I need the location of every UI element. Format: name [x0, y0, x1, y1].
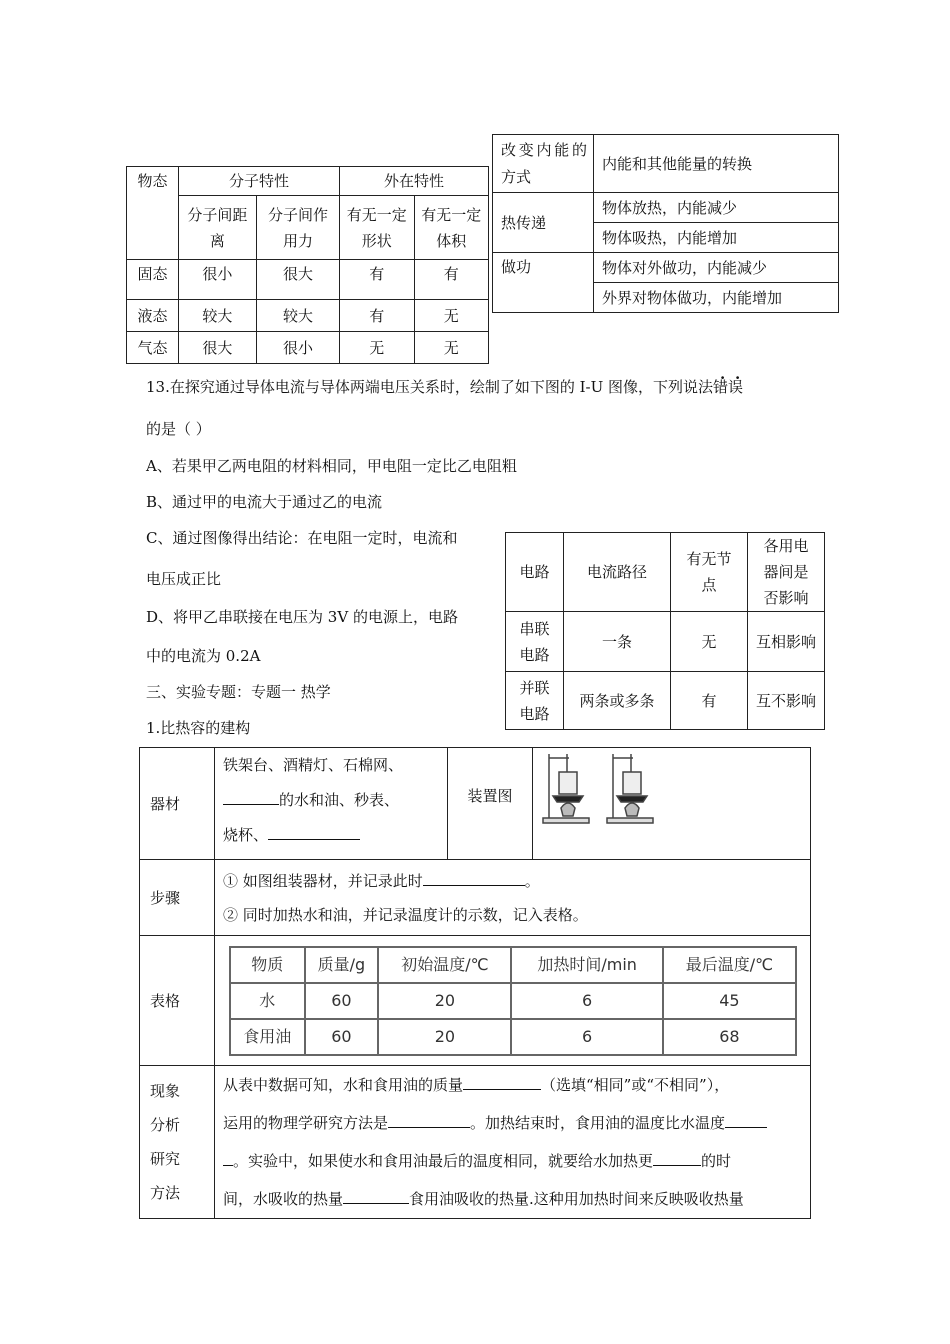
question-13-line2: 的是（ ） — [146, 420, 211, 438]
cell: 较大 — [256, 300, 339, 332]
energy-cell: 物体对外做功，内能减少 — [594, 253, 839, 283]
cell: 并联电路 — [506, 672, 564, 730]
cell: 68 — [663, 1019, 796, 1055]
analysis-text: 间，水吸收的热量 — [223, 1190, 344, 1208]
step-2: ② 同时加热水和油，并记录温度计的示数，记入表格。 — [223, 905, 588, 924]
cell: 6 — [511, 983, 662, 1019]
analysis-text: 运用的物理学研究方法是 — [223, 1114, 389, 1132]
table-row — [127, 300, 489, 332]
setup-label: 装置图 — [448, 748, 533, 860]
states-table — [126, 166, 489, 364]
cell: 有 — [671, 672, 748, 730]
cell: 45 — [663, 983, 796, 1019]
cell: 固态 — [127, 260, 179, 300]
table-row — [230, 983, 796, 1019]
analysis-line — [223, 1142, 810, 1180]
blank[interactable] — [653, 1151, 701, 1166]
sub-heading: 1.比热容的建构 — [146, 719, 251, 737]
analysis-cell — [215, 1066, 811, 1219]
circuit-h4: 各用电器间是否影响 — [748, 533, 825, 612]
question-13-line1 — [146, 376, 743, 397]
blank[interactable] — [725, 1113, 767, 1128]
cell: 20 — [378, 983, 511, 1019]
label-line: 现象 — [150, 1082, 181, 1100]
steps-cell — [215, 860, 811, 936]
equip-cell — [215, 748, 448, 860]
col-state: 物态 — [127, 167, 179, 260]
equip-label: 器材 — [140, 748, 215, 860]
equip-line1: 铁架台、酒精灯、石棉网、 — [223, 756, 404, 774]
cell: 液态 — [127, 300, 179, 332]
table-row — [127, 260, 489, 300]
blank[interactable] — [223, 1151, 233, 1166]
sub-header: 分子间作用力 — [256, 196, 339, 260]
analysis-line — [223, 1066, 810, 1104]
question-text: 13.在探究通过导体电流与导体两端电压关系时，绘制了如下图的 I-U 图像，下列说法 — [146, 378, 714, 396]
energy-cell: 物体放热，内能减少 — [594, 193, 839, 223]
column-header: 物质 — [230, 947, 305, 983]
work-label: 做功 — [493, 253, 594, 313]
cell: 串联电路 — [506, 612, 564, 672]
table-row — [230, 1019, 796, 1055]
analysis-text: 的时 — [701, 1152, 732, 1170]
column-header: 质量/g — [305, 947, 379, 983]
cell: 无 — [340, 332, 414, 364]
label-line: 方法 — [150, 1184, 181, 1202]
group-ext: 外在特性 — [340, 167, 489, 196]
table-row — [506, 612, 825, 672]
cell: 互相影响 — [748, 612, 825, 672]
energy-h1: 改变内能的方式 — [493, 135, 594, 193]
analysis-text: 。实验中，如果使水和食用油最后的温度相同，就要给水加热更 — [233, 1152, 654, 1170]
cell: 有 — [340, 300, 414, 332]
circuit-h2: 电流路径 — [564, 533, 671, 612]
equip-line3 — [223, 818, 447, 853]
section-heading: 三、实验专题：专题一 热学 — [146, 683, 331, 701]
blank[interactable] — [388, 1113, 470, 1128]
energy-table — [492, 134, 839, 313]
sub-header: 分子间距离 — [178, 196, 256, 260]
cell: 无 — [414, 300, 488, 332]
column-header: 初始温度/℃ — [378, 947, 511, 983]
emphasis-char: 误 — [728, 378, 744, 396]
cell: 较大 — [178, 300, 256, 332]
analysis-label — [140, 1066, 215, 1219]
setup-image-cell — [533, 748, 811, 860]
blank[interactable] — [423, 871, 525, 886]
cell: 很小 — [256, 332, 339, 364]
blank[interactable] — [223, 790, 279, 805]
label-line: 分析 — [150, 1116, 181, 1134]
blank[interactable] — [343, 1189, 409, 1204]
cell: 食用油 — [230, 1019, 305, 1055]
data-table-cell — [215, 936, 811, 1066]
energy-cell: 外界对物体做功，内能增加 — [594, 283, 839, 313]
emphasis-char: 错 — [713, 378, 729, 396]
cell: 6 — [511, 1019, 662, 1055]
analysis-text: 从表中数据可知，水和食用油的质量 — [223, 1076, 464, 1094]
sub-header: 有无一定体积 — [414, 196, 488, 260]
cell: 有 — [414, 260, 488, 300]
experiment-table — [139, 747, 811, 1219]
circuit-table — [505, 532, 825, 730]
option-c-line1: C、通过图像得出结论：在电阻一定时，电流和 — [146, 529, 458, 547]
cell: 无 — [414, 332, 488, 364]
energy-cell: 物体吸热，内能增加 — [594, 223, 839, 253]
blank[interactable] — [463, 1075, 541, 1090]
cell: 水 — [230, 983, 305, 1019]
steps-label: 步骤 — [140, 860, 215, 936]
cell: 很大 — [256, 260, 339, 300]
table-row — [506, 672, 825, 730]
table-row — [127, 332, 489, 364]
blank[interactable] — [268, 825, 360, 840]
column-header: 加热时间/min — [511, 947, 662, 983]
cell: 一条 — [564, 612, 671, 672]
cell: 20 — [378, 1019, 511, 1055]
cell: 很大 — [178, 332, 256, 364]
option-d-line1: D、将甲乙串联接在电压为 3V 的电源上，电路 — [146, 608, 458, 626]
group-mol: 分子特性 — [178, 167, 339, 196]
label-line: 研究 — [150, 1150, 181, 1168]
analysis-line — [223, 1104, 810, 1142]
cell: 气态 — [127, 332, 179, 364]
equip-text: 的水和油、秒表、 — [279, 791, 400, 809]
option-a: A、若果甲乙两电阻的材料相同，甲电阻一定比乙电阻粗 — [146, 457, 517, 475]
equip-line2 — [223, 783, 447, 818]
table-label: 表格 — [140, 936, 215, 1066]
data-table — [229, 946, 797, 1056]
cell: 60 — [305, 983, 379, 1019]
table-row — [230, 947, 796, 983]
option-c-line2: 电压成正比 — [146, 570, 222, 588]
energy-h2: 内能和其他能量的转换 — [594, 135, 839, 193]
heat-transfer-label: 热传递 — [493, 193, 594, 253]
circuit-h1: 电路 — [506, 533, 564, 612]
step-text: ① 如图组装器材，并记录此时 — [223, 871, 423, 890]
cell: 有 — [340, 260, 414, 300]
cell: 很小 — [178, 260, 256, 300]
step-1: ① 如图组装器材，并记录此时 。 — [223, 871, 540, 890]
analysis-text: 食用油吸收的热量.这种用加热时间来反映吸收热量 — [409, 1190, 744, 1208]
analysis-text: 。加热结束时，食用油的温度比水温度 — [470, 1114, 726, 1132]
cell: 60 — [305, 1019, 379, 1055]
equip-text: 烧杯、 — [223, 826, 269, 844]
apparatus-illustration — [539, 750, 659, 830]
cell: 互不影响 — [748, 672, 825, 730]
column-header: 最后温度/℃ — [663, 947, 796, 983]
analysis-line — [223, 1180, 810, 1218]
option-d-line2: 中的电流为 0.2A — [146, 647, 261, 665]
analysis-text: （选填“相同”或“不相同”）， — [541, 1076, 730, 1094]
option-b: B、通过甲的电流大于通过乙的电流 — [146, 493, 383, 511]
cell: 无 — [671, 612, 748, 672]
cell: 两条或多条 — [564, 672, 671, 730]
sub-header: 有无一定形状 — [340, 196, 414, 260]
circuit-h3: 有无节点 — [671, 533, 748, 612]
